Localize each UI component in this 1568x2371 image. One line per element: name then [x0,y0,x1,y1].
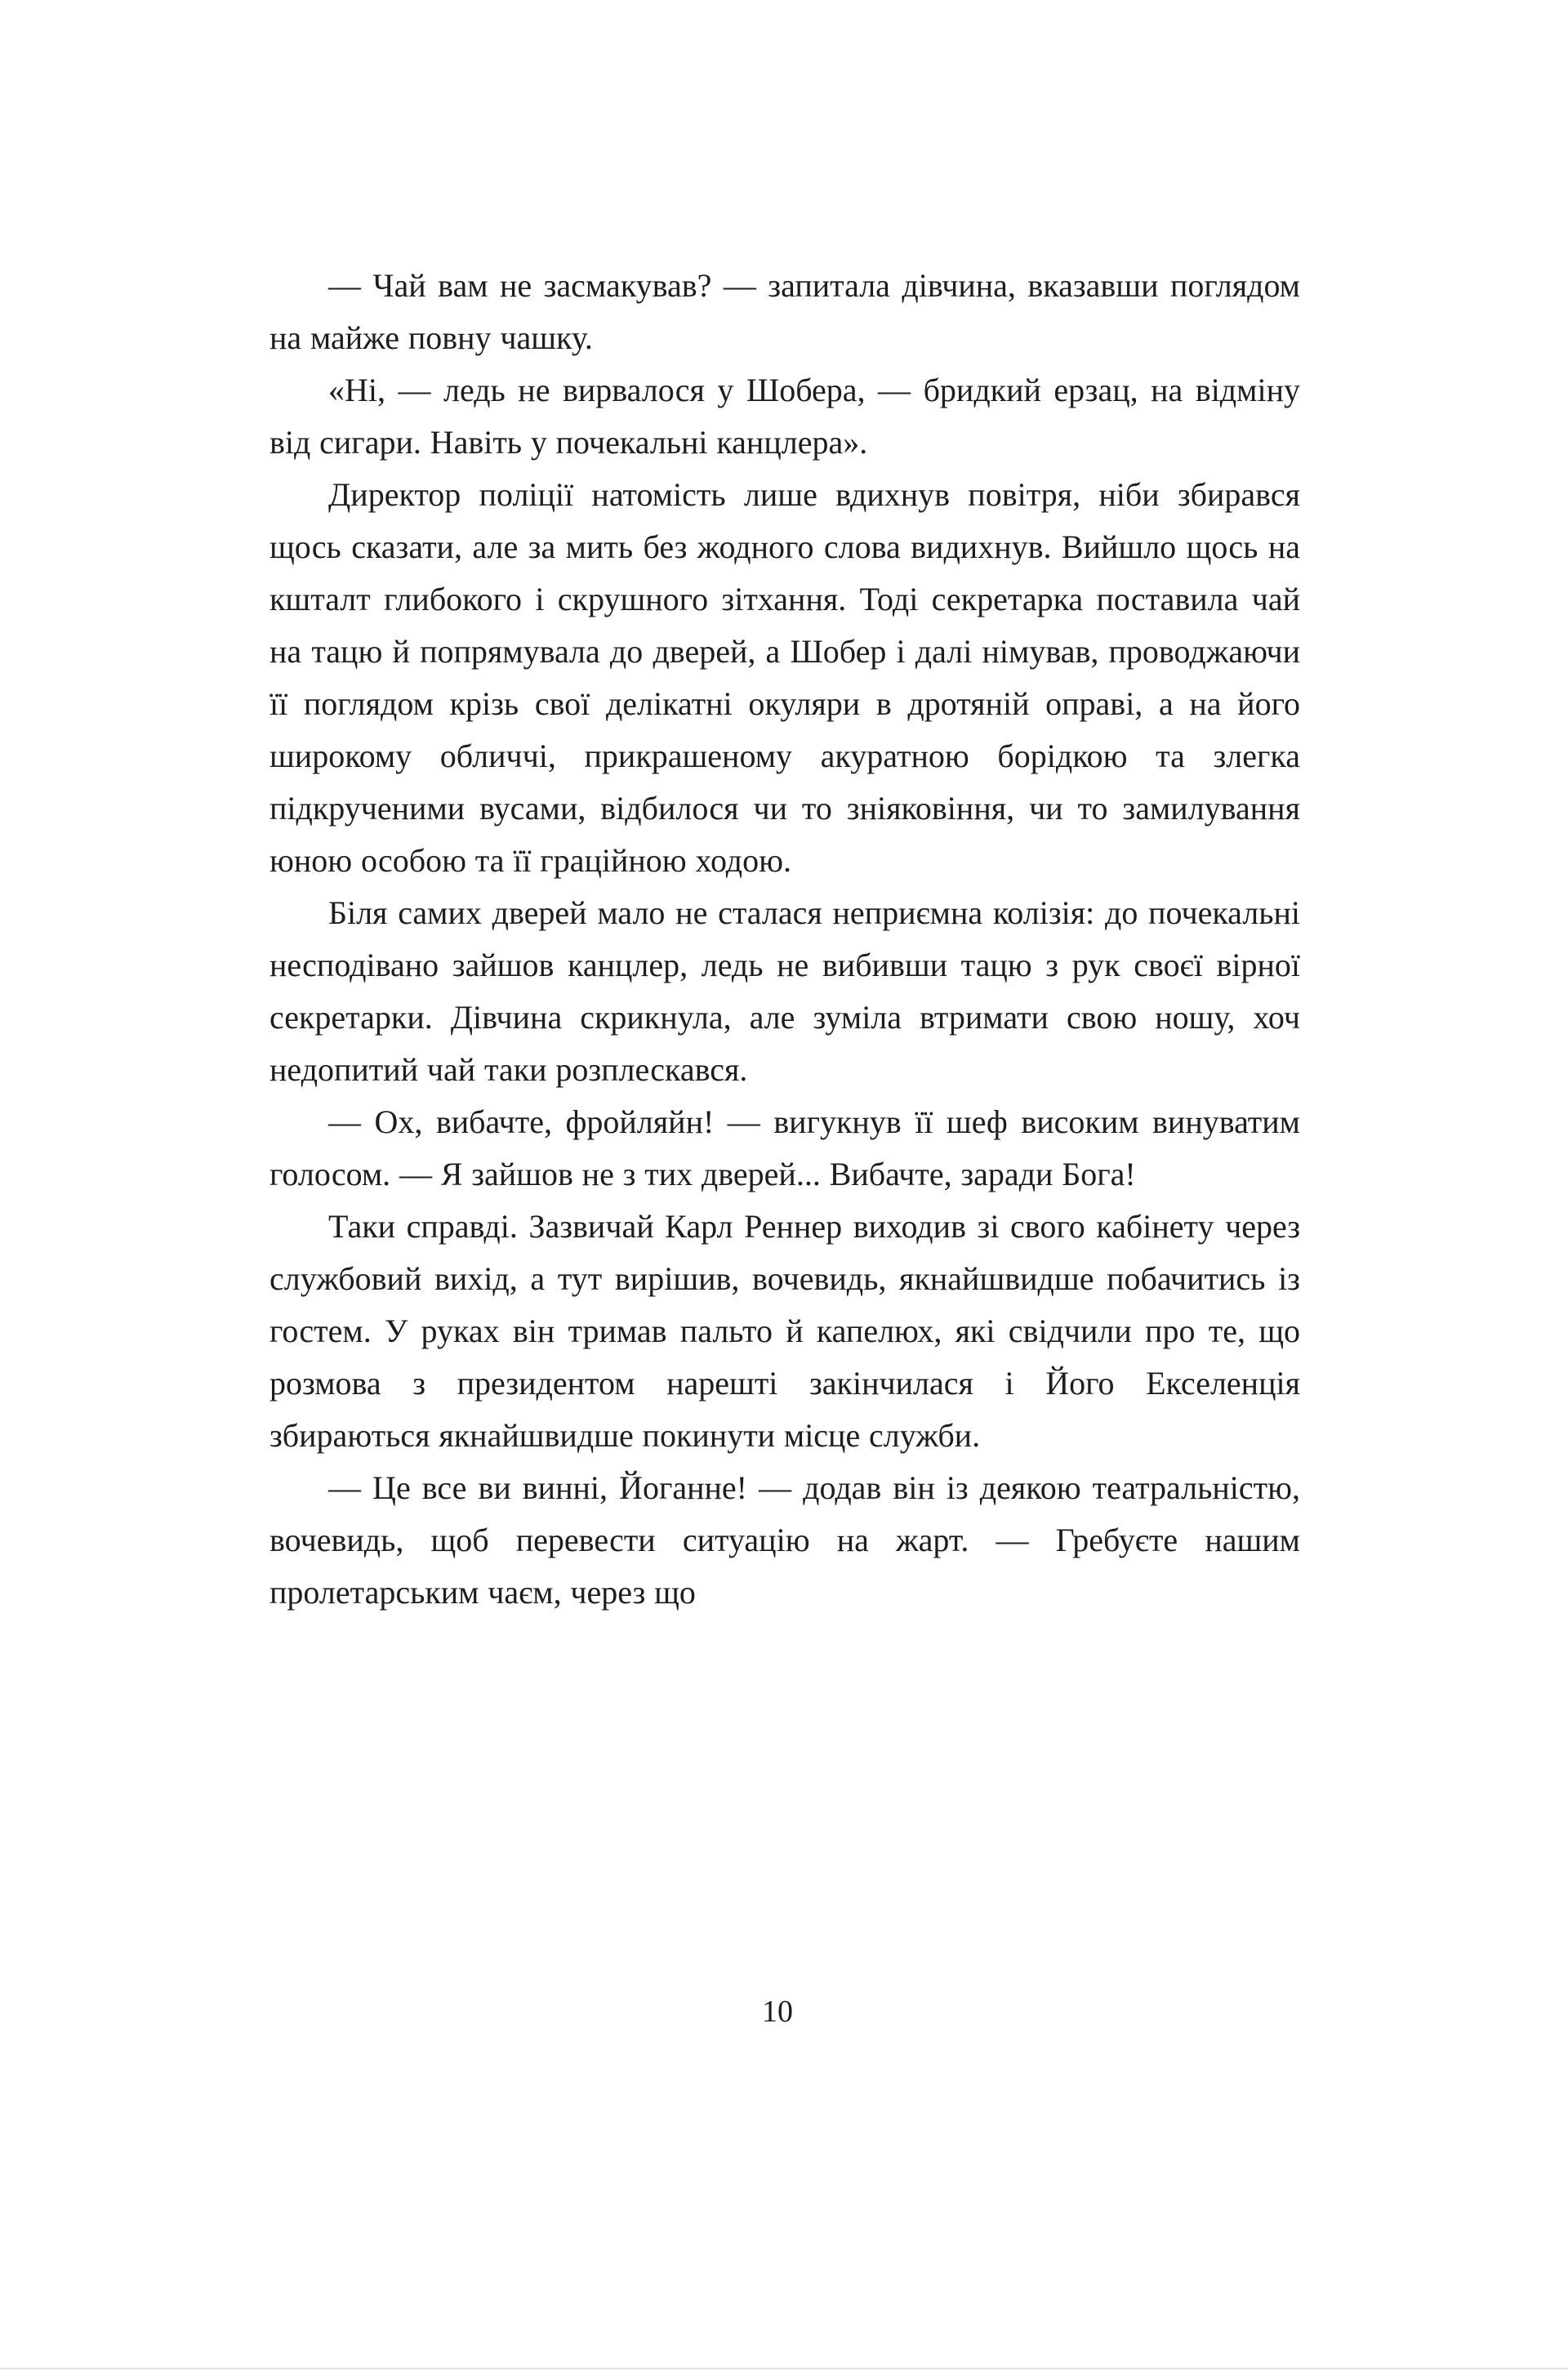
paragraph: «Ні, — ледь не вирвалося у Шобера, — бридкий ерзац, на відміну від сигари. Навіть у почекальні канцлера». [270,372,1300,461]
paragraph: — Ох, вибачте, фройляйн! — вигукнув її шеф високим винуватим голосом. — Я зайшов не з тих дверей... Вибачте, заради Бога! [270,1103,1300,1192]
page-edge-divider [0,2368,1568,2369]
page-footer [0,1993,1568,2030]
paragraph: Директор поліції натомість лише вдихнув повітря, ніби збирався щось сказати, але за мить без жодного слова видихнув. Вийшло щось на кшталт глибокого і скрушного зітхання. Тоді секретарка поставила чай на тацю й попрямувала до дверей, а Шобер і далі німував, проводжаючи її поглядом крізь свої делікатні окуляри в дротяній оправі, а на його широкому обличчі, прикрашеному акуратною борідкою та злегка підкрученими вусами, відбилося чи то зніяковіння, чи то замилування юною особою та її граційною ходою. [270,476,1300,879]
paragraph: Біля самих дверей мало не сталася неприємна колізія: до почекальні несподівано зайшов канцлер, ледь не вибивши тацю з рук своєї вірної секретарки. Дівчина скрикнула, але зуміла втримати свою ношу, хоч недопитий чай таки розплескався. [270,894,1300,1088]
paragraph: — Це все ви винні, Йоганне! — додав він із деякою театральністю, вочевидь, щоб перевести ситуацію на жарт. — Гребуєте нашим пролетарським чаєм, через що [270,1469,1300,1611]
paragraph: — Чай вам не засмакував? — запитала дівчина, вказавши поглядом на майже повну чашку. [270,267,1300,356]
paragraph: Таки справді. Зазвичай Карл Реннер виходив зі свого кабінету через службовий вихід, а тут вирішив, вочевидь, якнайшвидше побачитись із гостем. У руках він тримав пальто й капелюх, які свідчили про те, що розмова з президентом нарешті закінчилася і Його Екселенція збираються якнайшвидше покинути місце служби. [270,1208,1300,1454]
body-text [270,260,1300,1619]
page-number: 10 [762,1994,793,2029]
